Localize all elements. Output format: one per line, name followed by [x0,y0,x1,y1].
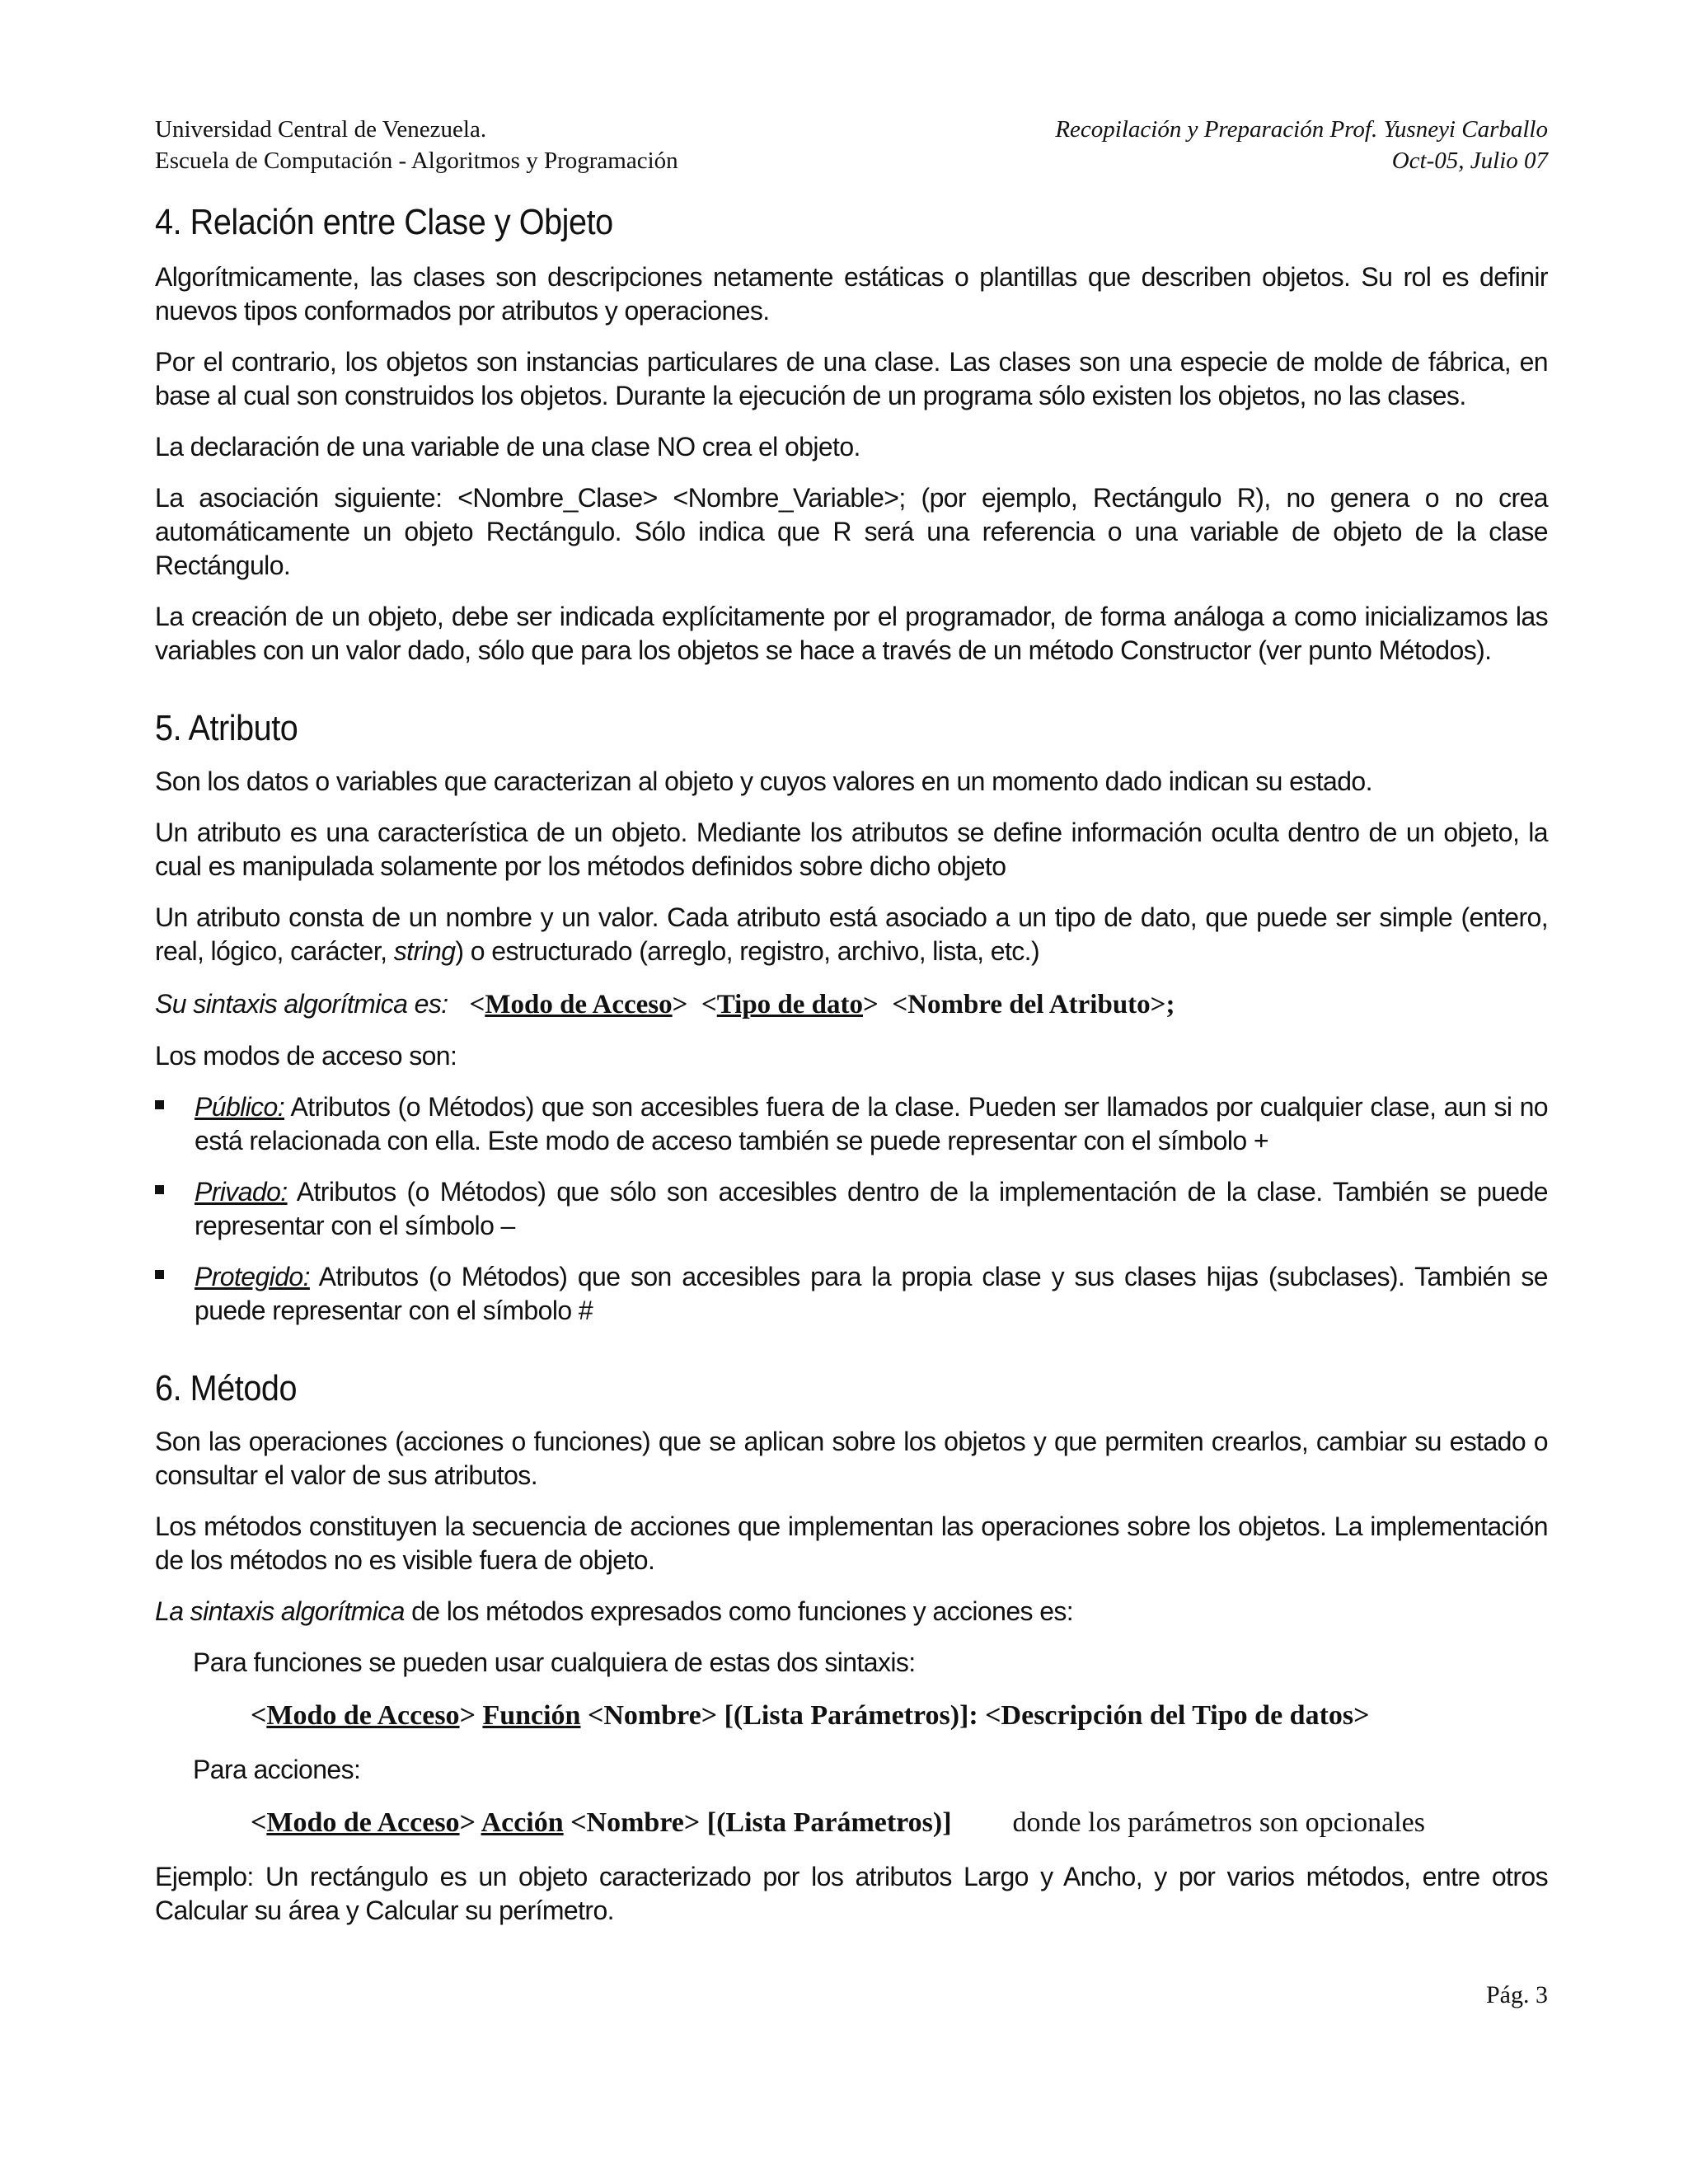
bullet-icon [155,1100,164,1109]
s4-paragraph-4: La asociación siguiente: <Nombre_Clase> <Nombre_Variable>; (por ejemplo, Rectángulo R), no genera o no crea automáticamente un objeto Rectángulo. Sólo indica que R será una referencia o una variable de objeto de la clase Rectángulo. [155,483,1548,580]
list-item [155,1175,1548,1243]
function-syntax-lt: < [251,1700,267,1731]
s5-p3-string: string [393,936,456,966]
s6-example: Ejemplo: Un rectángulo es un objeto caracterizado por los atributos Largo y Ancho, y por varios métodos, entre otros Calcular su área y Calcular su perímetro. [155,1862,1548,1925]
s6-p3-rest: de los métodos expresados como funciones y acciones es: [404,1596,1074,1626]
actions-intro: Para acciones: [193,1755,361,1784]
s6-paragraph-2: Los métodos constituyen la secuencia de acciones que implementan las operaciones sobre los objetos. La implementación de los métodos no es visible fuera de objeto. [155,1511,1548,1575]
s4-paragraph-3: La declaración de una variable de una clase NO crea el objeto. [155,432,860,462]
action-syntax-rest: <Nombre> [(Lista Parámetros)] [563,1807,952,1838]
list-item [155,1260,1548,1328]
bullet-icon [155,1185,164,1194]
s6-paragraph-3 [155,1595,1548,1629]
mode-text-privado: Atributos (o Métodos) que sólo son accesibles dentro de la implementación de la clase. También se puede representar con el símbolo – [195,1177,1548,1240]
document-page [155,114,1548,1945]
action-syntax [155,1804,1548,1842]
s5-paragraph-3 [155,901,1548,968]
mode-text-protegido: Atributos (o Métodos) que son accesibles para la propia clase y sus clases hijas (subclases). También se puede representar con el símbolo # [195,1262,1548,1325]
header-left [155,114,678,176]
function-syntax-rest: <Nombre> [(Lista Parámetros)]: <Descripción del Tipo de datos> [580,1700,1370,1731]
attribute-syntax-modo: Modo de Acceso [485,990,673,1019]
s5-p3-part-c: ) o estructurado (arreglo, registro, archivo, lista, etc.) [455,936,1039,966]
functions-intro: Para funciones se pueden usar cualquiera de estas dos sintaxis: [193,1647,916,1677]
s4-paragraph-5: La creación de un objeto, debe ser indicada explícitamente por el programador, de forma análoga a como inicializamos las variables con un valor dado, sólo que para los objetos se hace a través de un método Constructor (ver punto Métodos). [155,602,1548,665]
attribute-syntax-sep: > < [672,990,717,1019]
action-syntax-note: donde los parámetros son opcionales [1012,1807,1425,1838]
bullet-icon [155,1270,164,1279]
mode-name-privado: Privado: [195,1177,288,1207]
section-4-title: 4. Relación entre Clase y Objeto [155,202,613,242]
page-header [155,114,1548,176]
attribute-syntax-lt: < [469,990,485,1019]
attribute-syntax-rest: > <Nombre del Atributo>; [863,990,1175,1019]
mode-name-publico: Público: [195,1092,285,1122]
header-school: Escuela de Computación - Algoritmos y Programación [155,148,678,174]
modes-intro: Los modos de acceso son: [155,1041,457,1071]
action-syntax-modo: Modo de Acceso [266,1807,460,1838]
s5-paragraph-1: Son los datos o variables que caracterizan al objeto y cuyos valores en un momento dado indican su estado. [155,766,1372,796]
s6-paragraph-1: Son las operaciones (acciones o funciones) que se aplican sobre los objetos y que permiten crearlos, cambiar su estado o consultar el valor de sus atributos. [155,1427,1548,1490]
access-modes-list [155,1090,1548,1328]
function-syntax-gt: > [459,1700,483,1731]
header-university: Universidad Central de Venezuela. [155,116,487,143]
header-author: Recopilación y Preparación Prof. Yusneyi Carballo [1055,116,1548,143]
s5-paragraph-2: Un atributo es una característica de un objeto. Mediante los atributos se define información oculta dentro de un objeto, la cual es manipulada solamente por los métodos definidos sobre dicho objeto [155,818,1548,881]
s6-p3-emphasis: La sintaxis algorítmica [155,1596,405,1626]
section-5-title: 5. Atributo [155,708,298,748]
action-syntax-lt: < [251,1807,267,1838]
section-6-title: 6. Método [155,1368,298,1408]
s5-p3-part-a: Un atributo consta de un nombre y un valor. Cada atributo está asociado a un tipo de dato, que puede ser simple (entero, real, lógico, carácter, [155,902,1548,966]
action-syntax-gt: > [459,1807,481,1838]
attribute-syntax-lead: Su sintaxis algorítmica es: [155,989,448,1019]
page-number: Pág. 3 [1486,1981,1548,2008]
s4-paragraph-2: Por el contrario, los objetos son instancias particulares de una clase. Las clases son una especie de molde de fábrica, en base al cual son construidos los objetos. Durante la ejecución de un programa sólo existen los objetos, no las clases. [155,347,1548,410]
attribute-syntax-tipo: Tipo de dato [716,990,864,1019]
mode-text-publico: Atributos (o Métodos) que son accesibles fuera de la clase. Pueden ser llamados por cualquier clase, aun si no está relacionada con ella. Este modo de acceso también se puede representar con el símbolo + [195,1092,1548,1155]
s4-paragraph-1: Algorítmicamente, las clases son descripciones netamente estáticas o plantillas que describen objetos. Su rol es definir nuevos tipos conformados por atributos y operaciones. [155,262,1548,326]
function-syntax-keyword: Función [482,1700,581,1731]
attribute-syntax [155,986,1548,1023]
list-item [155,1090,1548,1158]
mode-name-protegido: Protegido: [195,1262,310,1291]
function-syntax [155,1697,1548,1735]
header-date: Oct-05, Julio 07 [1391,148,1548,174]
function-syntax-modo: Modo de Acceso [266,1700,460,1731]
header-right [1055,114,1548,176]
action-syntax-keyword: Acción [481,1807,564,1838]
